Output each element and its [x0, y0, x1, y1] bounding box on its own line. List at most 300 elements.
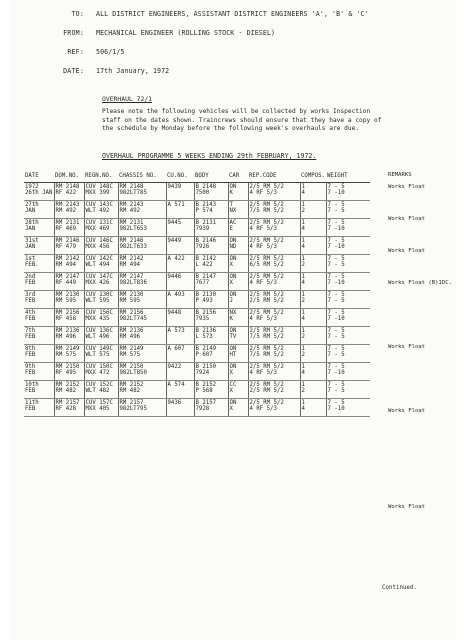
cell-car [228, 290, 248, 308]
cell-line: 7 - 5 [327, 363, 345, 370]
cell-body [194, 380, 228, 398]
cell-rep [248, 290, 300, 308]
remark-entry: Works Float [388, 408, 426, 414]
cell-line: 4 RF 5/3 [249, 244, 277, 251]
cell-line: WLT 494 [85, 262, 110, 269]
cell-line: 4 [301, 280, 305, 287]
programme-title: OVERHAUL PROGRAMME 5 WEEKS ENDING 29th FEBRUARY, 1972. [102, 152, 317, 160]
cell-regn [84, 398, 118, 416]
cell-line: 4 [301, 190, 305, 197]
cell-comp [300, 290, 326, 308]
cell-car [228, 218, 248, 236]
cell-comp [300, 182, 326, 200]
cell-body [194, 326, 228, 344]
remark-entry: Works Float [388, 504, 426, 510]
cell-line: 31st [25, 237, 39, 244]
cell-body [194, 344, 228, 362]
cell-rep [248, 182, 300, 200]
cell-line: J [229, 298, 233, 305]
cell-line: 7 -10 [327, 190, 345, 197]
cell-line: B 2148 [195, 183, 217, 190]
cell-line: ND [229, 244, 237, 251]
cell-line: WLT 595 [85, 298, 110, 305]
cell-line: 7 - 5 [327, 345, 345, 352]
cell-line: 2/5 RM 5/2 [249, 388, 284, 395]
cell-weight [326, 182, 370, 200]
cell-line: B 2152 [195, 381, 217, 388]
table-row [24, 290, 370, 308]
cell-rep [248, 272, 300, 290]
cell-line: 3rd [25, 291, 36, 298]
cell-line: 28th [25, 219, 39, 226]
cell-line: RM 494 [55, 262, 77, 269]
cell-date [24, 398, 54, 416]
cell-line: FEB [25, 352, 36, 359]
cell-line: 2/5 RM 5/2 [249, 201, 284, 208]
column-header: CHASSIS NO. [118, 172, 166, 182]
cell-line: NX [229, 208, 237, 215]
cell-line: FEB [25, 280, 36, 287]
cell-line: RM 2148 [119, 183, 144, 190]
cell-body [194, 254, 228, 272]
cell-line: 11th [25, 399, 39, 406]
cell-line: K [229, 316, 233, 323]
cell-weight [326, 290, 370, 308]
column-header: DOM.NO. [54, 172, 84, 182]
cell-line: K [229, 190, 233, 197]
cell-line: RF 458 [55, 316, 77, 323]
cell-car [228, 200, 248, 218]
remarks-header: REMARKS [388, 172, 412, 178]
cell-line: 2/5 RM 5/2 [249, 183, 284, 190]
cell-weight [326, 218, 370, 236]
column-header: WEIGHT [326, 172, 370, 182]
cell-line: 2 [301, 208, 305, 215]
cell-rep [248, 254, 300, 272]
cell-line: RM 494 [119, 262, 141, 269]
cell-cu [166, 254, 194, 272]
cell-line: RM 2146 [55, 237, 80, 244]
column-header: REP.CODE [248, 172, 300, 182]
cell-line: 982LT836 [119, 280, 147, 287]
cell-line: RM 2157 [55, 399, 80, 406]
cell-line: RM 2148 [55, 183, 80, 190]
cell-cu [166, 218, 194, 236]
cell-line: CUV 152C [85, 381, 113, 388]
memo-ref-value: 506/1/5 [96, 48, 125, 56]
cell-line: 2 [301, 352, 305, 359]
cell-rep [248, 236, 300, 254]
cell-line: 4 [301, 406, 305, 413]
cell-line: P 493 [195, 298, 213, 305]
cell-body [194, 236, 228, 254]
cell-comp [300, 236, 326, 254]
cell-regn [84, 272, 118, 290]
cell-line: 2 [301, 388, 305, 395]
cell-line: 9436 [167, 399, 182, 406]
cell-line: 7/5 RM 5/2 [249, 334, 284, 341]
cell-rep [248, 308, 300, 326]
cell-line: 2/5 RM 5/2 [249, 345, 284, 352]
cell-line: 7 -10 [327, 244, 345, 251]
cell-line: 2/5 RM 5/2 [249, 298, 284, 305]
column-header: REGN.NO. [84, 172, 118, 182]
cell-line: 2/5 RM 5/2 [249, 237, 284, 244]
remark-entry: Works Float [388, 344, 426, 350]
cell-weight [326, 254, 370, 272]
cell-line: A 574 [167, 381, 185, 388]
cell-line: B 2136 [195, 327, 217, 334]
cell-line: RM 2150 [119, 363, 144, 370]
cell-line: 2 [301, 334, 305, 341]
table-row [24, 182, 370, 200]
cell-line: RM 2156 [119, 309, 144, 316]
table-row [24, 380, 370, 398]
cell-line: 7 - 5 [327, 399, 345, 406]
cell-chassis [118, 326, 166, 344]
cell-line: 7 -10 [327, 280, 345, 287]
cell-line: 982LT795 [119, 406, 147, 413]
cell-line: 1 [301, 291, 305, 298]
cell-line: B 2149 [195, 345, 217, 352]
cell-line: ON [229, 273, 237, 280]
cell-dom [54, 308, 84, 326]
cell-line: FEB [25, 388, 36, 395]
cell-dom [54, 398, 84, 416]
cell-line: RM 2147 [119, 273, 144, 280]
cell-line: RM 2130 [119, 291, 144, 298]
cell-line: CUV 148C [85, 183, 113, 190]
cell-line: 1 [301, 183, 305, 190]
cell-line: FEB [25, 370, 36, 377]
cell-cu [166, 362, 194, 380]
cell-car [228, 380, 248, 398]
cell-regn [84, 200, 118, 218]
cell-dom [54, 362, 84, 380]
cell-line: P 568 [195, 388, 213, 395]
cell-line: 7 - 5 [327, 327, 345, 334]
overhaul-table-wrap [24, 172, 370, 417]
cell-date [24, 308, 54, 326]
cell-line: 7 -10 [327, 226, 345, 233]
cell-line: RM 2149 [119, 345, 144, 352]
cell-line: ON [229, 327, 237, 334]
cell-date [24, 182, 54, 200]
cell-line: RM 2152 [119, 381, 144, 388]
cell-line: RM 575 [55, 352, 77, 359]
cell-line: T [229, 201, 233, 208]
cell-line: B 2157 [195, 399, 217, 406]
table-row [24, 326, 370, 344]
cell-cu [166, 200, 194, 218]
cell-chassis [118, 290, 166, 308]
cell-line: B 2146 [195, 237, 217, 244]
cell-line: 7 - 5 [327, 352, 345, 359]
cell-line: B 2143 [195, 201, 217, 208]
cell-line: RM 2136 [55, 327, 80, 334]
cell-dom [54, 272, 84, 290]
cell-weight [326, 344, 370, 362]
cell-line: A 573 [167, 327, 185, 334]
cell-comp [300, 344, 326, 362]
cell-car [228, 272, 248, 290]
cell-line: AC [229, 219, 237, 226]
cell-line: RM 2131 [119, 219, 144, 226]
cell-car [228, 308, 248, 326]
cell-body [194, 182, 228, 200]
cell-chassis [118, 218, 166, 236]
cell-line: 982LT653 [119, 226, 147, 233]
column-header: DATE [24, 172, 54, 182]
cell-line: 1972 [25, 183, 39, 190]
cell-cu [166, 272, 194, 290]
cell-line: B 2156 [195, 309, 217, 316]
cell-line: CUV 149C [85, 345, 113, 352]
cell-date [24, 236, 54, 254]
cell-line: ON [229, 237, 237, 244]
cell-line: RM 2136 [119, 327, 144, 334]
cell-cu [166, 398, 194, 416]
cell-line: MXX 435 [85, 316, 110, 323]
cell-line: E [229, 226, 233, 233]
cell-body [194, 200, 228, 218]
cell-line: ON [229, 291, 237, 298]
cell-line: 4 [301, 316, 305, 323]
cell-weight [326, 326, 370, 344]
cell-line: 7 -10 [327, 316, 345, 323]
remark-entry: Works Float [388, 216, 426, 222]
table-row [24, 398, 370, 416]
cell-line: 4 RF 5/3 [249, 226, 277, 233]
cell-line: 1 [301, 309, 305, 316]
cell-line: 7 - 5 [327, 273, 345, 280]
cell-line: MXX 399 [85, 190, 110, 197]
cell-line: X [229, 388, 233, 395]
cell-line: 7 - 5 [327, 201, 345, 208]
cell-line: FEB [25, 334, 36, 341]
cell-car [228, 344, 248, 362]
cell-line: 7 - 5 [327, 291, 345, 298]
cell-date [24, 380, 54, 398]
cell-line: B 2130 [195, 291, 217, 298]
cell-date [24, 290, 54, 308]
cell-chassis [118, 308, 166, 326]
cell-line: RF 428 [55, 406, 77, 413]
cell-weight [326, 236, 370, 254]
cell-line: RM 2152 [55, 381, 80, 388]
cell-rep [248, 380, 300, 398]
cell-line: WLT 482 [85, 388, 110, 395]
cell-car [228, 254, 248, 272]
table-row [24, 362, 370, 380]
cell-line: A 571 [167, 201, 185, 208]
cell-body [194, 272, 228, 290]
cell-weight [326, 200, 370, 218]
cell-line: 7 -10 [327, 406, 345, 413]
cell-line: 4 [301, 226, 305, 233]
cell-date [24, 272, 54, 290]
cell-line: 2/5 RM 5/2 [249, 327, 284, 334]
cell-date [24, 326, 54, 344]
cell-weight [326, 272, 370, 290]
cell-weight [326, 380, 370, 398]
cell-line: 4 RF 5/3 [249, 370, 277, 377]
cell-line: JAN [25, 208, 36, 215]
memo-subject: OVERHAUL 72/1 [102, 95, 153, 103]
cell-comp [300, 362, 326, 380]
cell-line: 7500 [195, 190, 210, 197]
cell-line: 4 [301, 244, 305, 251]
cell-line: RM 496 [119, 334, 141, 341]
cell-line: FEB [25, 316, 36, 323]
cell-line: 7 - 5 [327, 334, 345, 341]
cell-line: 1 [301, 255, 305, 262]
cell-line: 9422 [167, 363, 182, 370]
cell-line: 7 - 5 [327, 298, 345, 305]
cell-line: RM 492 [119, 208, 141, 215]
cell-line: 9th [25, 363, 36, 370]
cell-line: B 2147 [195, 273, 217, 280]
cell-cu [166, 182, 194, 200]
cell-line: 7 - 5 [327, 208, 345, 215]
column-header: BODY [194, 172, 228, 182]
cell-dom [54, 290, 84, 308]
cell-line: 1 [301, 381, 305, 388]
cell-line: 7928 [195, 406, 210, 413]
cell-line: 982LT785 [119, 190, 147, 197]
remark-entry: Works Float [388, 248, 426, 254]
cell-line: FEB. [25, 262, 39, 269]
cell-line: 9448 [167, 309, 182, 316]
cell-line: HT [229, 352, 237, 359]
cell-dom [54, 236, 84, 254]
cell-line: RM 482 [119, 388, 141, 395]
cell-dom [54, 200, 84, 218]
cell-line: 7 - 5 [327, 309, 345, 316]
cell-comp [300, 200, 326, 218]
cell-line: P 607 [195, 352, 213, 359]
cell-cu [166, 326, 194, 344]
cell-line: 982LT850 [119, 370, 147, 377]
cell-line: CUV 130C [85, 291, 113, 298]
cell-line: MXX 472 [85, 370, 110, 377]
cell-line: MXX 469 [85, 226, 110, 233]
cell-date [24, 362, 54, 380]
table-row [24, 344, 370, 362]
table-row [24, 254, 370, 272]
cell-line: 7 - 5 [327, 381, 345, 388]
cell-line: 9449 [167, 237, 182, 244]
cell-line: 2/5 RM 5/2 [249, 381, 284, 388]
cell-dom [54, 182, 84, 200]
cell-regn [84, 344, 118, 362]
cell-line: WLT 496 [85, 334, 110, 341]
column-header: CU.NO. [166, 172, 194, 182]
cell-line: RM 2143 [119, 201, 144, 208]
cell-line: CUV 146C [85, 237, 113, 244]
table-row [24, 218, 370, 236]
cell-line: RF 479 [55, 244, 77, 251]
cell-line: CUV 142C [85, 255, 113, 262]
continued-note: Continued. [382, 585, 417, 591]
cell-line: MXX 456 [85, 244, 110, 251]
table-row [24, 272, 370, 290]
cell-line: 2/5 RM 5/2 [249, 291, 284, 298]
cell-chassis [118, 398, 166, 416]
cell-line: 1 [301, 345, 305, 352]
cell-line: FEB [25, 298, 36, 305]
cell-car [228, 236, 248, 254]
cell-line: ON [229, 183, 237, 190]
cell-line: 7939 [195, 226, 210, 233]
cell-line: B 2142 [195, 255, 217, 262]
cell-rep [248, 344, 300, 362]
cell-line: RM 482 [55, 388, 77, 395]
cell-chassis [118, 272, 166, 290]
cell-chassis [118, 254, 166, 272]
cell-line: X [229, 370, 233, 377]
cell-line: X [229, 262, 233, 269]
cell-cu [166, 344, 194, 362]
cell-line: CUV 131C [85, 219, 113, 226]
cell-line: 9446 [167, 273, 182, 280]
memo-date-value: 17th January, 1972 [96, 67, 170, 75]
cell-line: B 2131 [195, 219, 217, 226]
cell-comp [300, 218, 326, 236]
cell-line: 2/5 RM 5/2 [249, 219, 284, 226]
cell-line: 2/5 RM 5/2 [249, 399, 284, 406]
cell-regn [84, 182, 118, 200]
cell-line: CUV 156C [85, 309, 113, 316]
cell-line: 7926 [195, 244, 210, 251]
cell-car [228, 398, 248, 416]
cell-line: 7935 [195, 316, 210, 323]
cell-line: CUV 136C [85, 327, 113, 334]
cell-line: X [229, 280, 233, 287]
column-header: CAR [228, 172, 248, 182]
cell-line: RM 2147 [55, 273, 80, 280]
memo-from-value: MECHANICAL ENGINEER (ROLLING STOCK - DIESEL) [96, 29, 276, 37]
cell-line: 1 [301, 237, 305, 244]
cell-line: X [229, 406, 233, 413]
cell-weight [326, 398, 370, 416]
memo-from-row [24, 29, 454, 48]
cell-line: 2nd [25, 273, 36, 280]
cell-comp [300, 398, 326, 416]
cell-line: RF 449 [55, 280, 77, 287]
cell-line: L 573 [195, 334, 213, 341]
cell-line: 1 [301, 363, 305, 370]
cell-dom [54, 218, 84, 236]
cell-comp [300, 326, 326, 344]
cell-line: RM 2143 [55, 201, 80, 208]
table-row [24, 236, 370, 254]
cell-line: 2 [301, 298, 305, 305]
cell-line: WLT 492 [85, 208, 110, 215]
cell-rep [248, 218, 300, 236]
cell-line: A 607 [167, 345, 185, 352]
cell-line: 2/5 RM 5/2 [249, 255, 284, 262]
memo-to-row [24, 10, 454, 29]
remark-entry: Works Float (B)1DC. [388, 280, 452, 286]
cell-line: ON [229, 255, 237, 262]
cell-line: RF 469 [55, 226, 77, 233]
cell-line: RM 2142 [119, 255, 144, 262]
cell-line: CUV 157C [85, 399, 113, 406]
cell-line: RM 595 [55, 298, 77, 305]
cell-line: 10th [25, 381, 39, 388]
cell-weight [326, 362, 370, 380]
